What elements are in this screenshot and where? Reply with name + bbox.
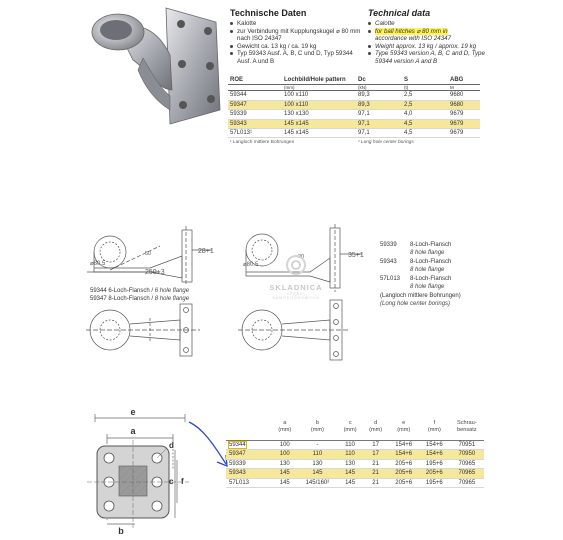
table-cell: 21 (363, 469, 389, 478)
dim-label-c: c (169, 477, 174, 486)
caption-note-de: (Langloch mittlere Bohrungen) (380, 293, 461, 299)
table-cell: 145 x145 (282, 129, 356, 138)
table-row (226, 450, 484, 459)
table-cell: 17 (363, 441, 389, 450)
col-header: bensatz (457, 427, 477, 434)
feature-item: Kalotte (230, 20, 362, 28)
table-cell: 2,5 (402, 91, 448, 100)
dim-label: 30 (298, 254, 305, 260)
table-cell: 59343 (228, 119, 282, 128)
table-cell: 130 (272, 459, 298, 468)
table-cell: 9679 (448, 110, 480, 119)
table-cell: 100 x110 (282, 91, 356, 100)
table-header-row (226, 427, 484, 434)
col-header: Schrau- (457, 420, 477, 427)
feature-item: zur Verbindung mit Kupplungskugel ⌀ 80 mm nach ISO 24347 (230, 28, 362, 43)
table-cell: 4,0 (402, 110, 448, 119)
caption-note-en-text: (Long hole center borings) (380, 300, 451, 307)
dim-label: 50 (145, 251, 152, 257)
table-cell: 145 (337, 469, 363, 478)
col-header: b (315, 420, 319, 427)
table-cell: 59344 (228, 91, 282, 100)
caption-de: 8-Loch-Flansch (410, 242, 452, 248)
table-cell: 59347 (228, 100, 282, 109)
dim-label-d: d (169, 441, 174, 450)
product-image (88, 0, 226, 130)
table-cell: 110 (337, 450, 363, 459)
unit-cell: (mm) (278, 427, 292, 434)
table-cell: 4,5 (402, 119, 448, 128)
table-cell: 59339 (226, 459, 272, 468)
table-cell: 195+6 (419, 459, 450, 468)
col-header (226, 420, 272, 427)
table-cell: 70965 (450, 459, 484, 468)
table-header-row (228, 76, 480, 85)
caption-left (90, 288, 189, 303)
table-cell: 21 (363, 459, 389, 468)
col-header: Dc (356, 76, 402, 85)
col-header: a (283, 420, 287, 427)
dim-label: 250+3 (145, 269, 165, 276)
caption-number: 57L013 (380, 276, 401, 282)
col-header: Lochbild/Hole pattern (282, 76, 356, 85)
dim-label-f: f (181, 477, 184, 486)
table-cell: 100 (272, 441, 298, 450)
table-cell: 59343 (226, 469, 272, 478)
caption-item (380, 276, 461, 291)
feature-item: Gewicht ca. 13 kg / ca. 19 kg (230, 43, 362, 51)
table-row (228, 119, 480, 128)
dim-label: 28+1 (198, 248, 214, 255)
col-header: ABG (448, 76, 480, 85)
caption-de: 8-Loch-Flansch (410, 276, 452, 282)
caption-en: 8 hole flange (410, 283, 445, 290)
table-cell: 9680 (448, 100, 480, 109)
table-cell: 154+6 (419, 450, 450, 459)
unit-cell: (kN) (356, 85, 402, 91)
table-cell: 154+6 (388, 450, 419, 459)
table-cell: 154+6 (419, 441, 450, 450)
caption-en: 8 hole flange (410, 249, 445, 256)
table-cell: 145 (337, 478, 363, 487)
unit-cell: (mm) (369, 427, 383, 434)
table-cell: 57L013 (226, 478, 272, 487)
table-cell: 21 (363, 478, 389, 487)
table-header-row (226, 420, 484, 427)
table-row (228, 100, 480, 109)
table-cell: 59347 (226, 450, 272, 459)
table-row (226, 441, 484, 450)
dim-label: 35+1 (348, 252, 364, 259)
feature-item: Calotte (368, 20, 503, 28)
dimension-table (226, 420, 484, 488)
caption-line: 59347 8-Loch-Flansch / 8 hole flange (90, 295, 190, 302)
caption-number: 59339 (380, 242, 397, 248)
caption-item (380, 259, 461, 274)
table-cell: 89,3 (356, 100, 402, 109)
col-header: c (348, 420, 352, 427)
table-cell: 97,1 (356, 110, 402, 119)
caption-en: 8 hole flange (154, 295, 190, 302)
title-technical-data: Technical data (368, 8, 431, 18)
table-cell: 57L013¹ (228, 129, 282, 138)
footnote-en: ¹ Long hole center borings (358, 140, 414, 145)
caption-de: 8-Loch-Flansch (108, 295, 150, 302)
feature-item: Typ 59343 Ausf. A, B, C und D, Typ 59344 Ausf. A und B (230, 50, 362, 65)
caption-number: 59347 (90, 295, 107, 302)
table-cell: 70950 (450, 450, 484, 459)
col-header: d (374, 420, 378, 427)
flange-diagram (85, 408, 195, 536)
drawing-top-left (86, 304, 200, 356)
dim-label-b: b (118, 526, 124, 536)
table-cell: - (298, 441, 338, 450)
caption-number: 59344 (90, 288, 107, 294)
table-cell: 145/160² (298, 478, 338, 487)
table-cell: 59339 (228, 110, 282, 119)
caption-de: 6-Loch-Flansch (108, 288, 150, 294)
table-cell: 70965 (450, 469, 484, 478)
table-cell: 70965 (450, 478, 484, 487)
dim-label-e: e (130, 408, 136, 417)
table-cell: 110 (337, 441, 363, 450)
table-cell: 17 (363, 450, 389, 459)
table-cell: 89,3 (356, 91, 402, 100)
table-cell: 9679 (448, 129, 480, 138)
table-cell: 130 (337, 459, 363, 468)
table-cell: 9679 (448, 119, 480, 128)
unit-cell: (mm) (427, 427, 441, 434)
feature-item: Weight approx. 13 kg / approx. 19 kg (368, 43, 503, 51)
caption-note-en (380, 301, 461, 309)
table-cell: 4,5 (402, 129, 448, 138)
unit-cell: (mm) (343, 427, 357, 434)
feature-list-de (230, 20, 362, 66)
table-cell: 145 (298, 469, 338, 478)
feature-item (368, 28, 503, 43)
watermark (264, 254, 328, 300)
table-cell: 145 (272, 478, 298, 487)
table-cell: 145 (272, 469, 298, 478)
table-cell (226, 441, 272, 450)
dim-label-a: a (130, 426, 136, 436)
table-cell: 2,5 (402, 100, 448, 109)
table-cell: 100 (272, 450, 298, 459)
table-cell: 97,1 (356, 119, 402, 128)
watermark-logo-icon (285, 254, 307, 276)
caption-en: 6 hole flange (154, 288, 190, 294)
unit-cell (226, 427, 272, 434)
watermark-name: SKLADNICA (269, 283, 323, 292)
caption-right (380, 242, 461, 308)
dim-label: ⌀80.5 (243, 262, 259, 268)
table-cell: 195+6 (419, 478, 450, 487)
unit-cell: (mm) (310, 427, 324, 434)
table-cell: 97,1 (356, 129, 402, 138)
feature-list-en (368, 20, 503, 66)
table-cell: 100 x110 (282, 100, 356, 109)
caption-number: 59343 (380, 259, 397, 265)
caption-item (380, 242, 461, 257)
drawing-top-right (238, 300, 350, 360)
col-header: e (402, 420, 406, 427)
caption-de: 8-Loch-Flansch (410, 259, 452, 265)
table-row (228, 129, 480, 138)
title-technische-daten: Technische Daten (230, 8, 307, 18)
table-row (226, 459, 484, 468)
col-header: ROE (228, 76, 282, 85)
dim-label: ⌀80.5 (90, 261, 106, 267)
col-header: f (433, 420, 436, 427)
unit-cell: M (448, 85, 480, 91)
table-cell: 130 (298, 459, 338, 468)
table-cell: 205+6 (388, 459, 419, 468)
table-cell: 205+6 (419, 469, 450, 478)
highlighted-text: for ball hitches ⌀ 80 mm in (375, 27, 448, 35)
table-cell: 70951 (450, 441, 484, 450)
table-row (226, 478, 484, 487)
table-row (228, 91, 480, 100)
table-cell: 9680 (448, 91, 480, 100)
table-cell: 205+6 (388, 478, 419, 487)
table-row (228, 110, 480, 119)
col-header: S (402, 76, 448, 85)
feature-item-cont: accordance with ISO 24347 (375, 35, 452, 43)
table-cell: 130 x130 (282, 110, 356, 119)
footnote-de: ¹ Langloch mittlere Bohrungen (230, 140, 295, 145)
spec-table (228, 76, 480, 138)
unit-cell: (t) (402, 85, 448, 91)
caption-en: 8 hole flange (410, 266, 445, 273)
table-cell: 110 (298, 450, 338, 459)
watermark-sub: CZĘŚCI SAMOCHODOWYCH (272, 292, 320, 300)
unit-cell: (mm) (397, 427, 411, 434)
table-cell: 205+6 (388, 469, 419, 478)
feature-item: Type 59343 version A, B, C and D, Type 59344 version A and B (368, 50, 503, 65)
table-cell: 154+6 (388, 441, 419, 450)
caption-line: 59344 6-Loch-Flansch / 6 hole flange (90, 288, 190, 294)
table-row (226, 469, 484, 478)
unit-cell: (mm) (282, 85, 356, 91)
highlighted-part-number: 59344 (229, 442, 246, 448)
table-cell: 145 x145 (282, 119, 356, 128)
